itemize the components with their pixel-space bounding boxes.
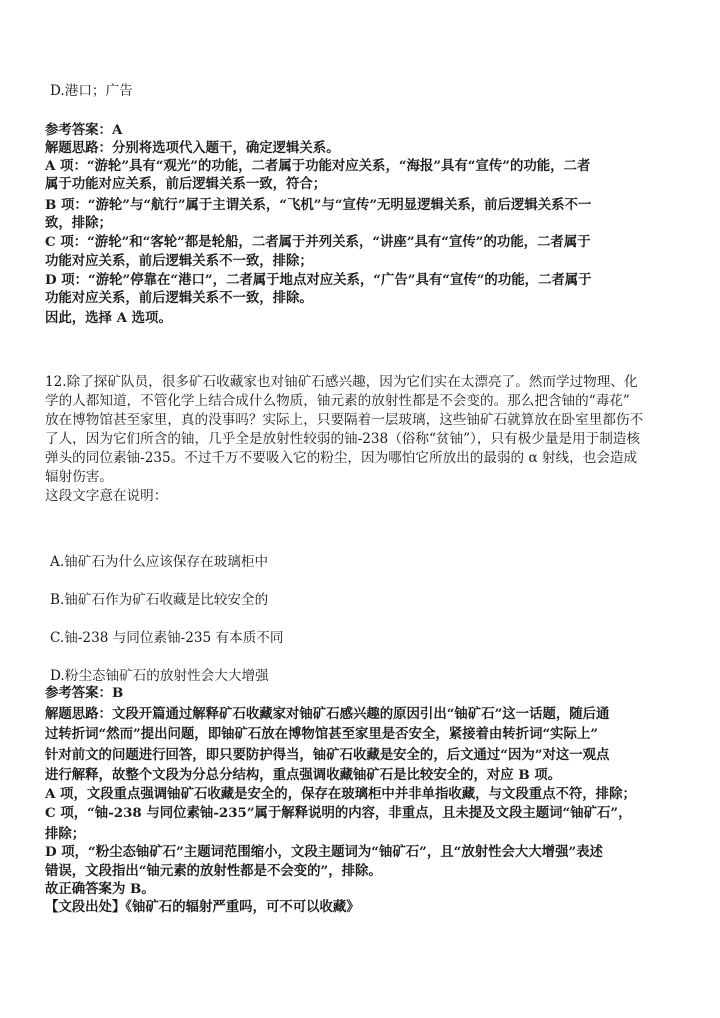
q12-analysis-line: 针对前文的问题进行回答，即只要防护得当，铀矿石收藏是安全的，后文通过“因为”对这一观点 bbox=[45, 747, 610, 763]
q12-stem-line: 辐射伤害。 bbox=[45, 469, 113, 485]
q12-analysis-line: C 项，“铀-238 与同位素铀-235”属于解释说明的内容，非重点，且未提及文段主题词“铀矿石”， bbox=[45, 805, 632, 821]
q11-analysis-line: 致，排除； bbox=[45, 215, 112, 231]
q12-analysis-line: 排除； bbox=[45, 826, 86, 842]
q11-analysis-line: B 项：“游轮”与“航行”属于主谓关系，“飞机”与“宣传”无明显逻辑关系，前后逻辑关系不一 bbox=[45, 197, 592, 213]
q12-stem-line: 学的人都知道，不管化学上结合成什么物质，铀元素的放射性都是不会变的。那么把含铀的“毒花” bbox=[45, 393, 630, 409]
q12-stem-line: 了人，因为它们所含的铀，几乎全是放射性较弱的铀-238（俗称“贫铀”），只有极少量是用于制造核 bbox=[45, 431, 640, 447]
q12-option-d: D.粉尘态铀矿石的放射性会大大增强 bbox=[50, 668, 269, 684]
q12-stem-line: 放在博物馆甚至家里，真的没事吗？实际上，只要隔着一层玻璃，这些铀矿石就算放在卧室里都伤不 bbox=[45, 412, 644, 428]
q12-analysis-line: 过转折词“然而”提出问题，即铀矿石放在博物馆甚至家里是否安全，紧接着由转折词“实际上” bbox=[45, 726, 599, 742]
q11-analysis-line: 功能对应关系，前后逻辑关系不一致，排除； bbox=[45, 253, 313, 269]
q12-option-c: C.铀-238 与同位素铀-235 有本质不同 bbox=[50, 630, 284, 646]
q12-option-a: A.铀矿石为什么应该保存在玻璃柜中 bbox=[50, 554, 269, 570]
q11-analysis-line: A 项：“游轮”具有“观光”的功能，二者属于功能对应关系，“海报”具有“宣传”的功能，二者 bbox=[45, 158, 591, 174]
q12-analysis-line: 解题思路：文段开篇通过解释矿石收藏家对铀矿石感兴趣的原因引出“铀矿石”这一话题，随后通 bbox=[45, 706, 610, 722]
q11-analysis-line: 功能对应关系，前后逻辑关系不一致，排除。 bbox=[45, 290, 313, 306]
q12-stem-line: 弹头的同位素铀-235。不过千万不要吸入它的粉尘，因为哪怕它所放出的最弱的 α 射线，也会造成 bbox=[45, 450, 638, 466]
q12-stem-line: 12.除了探矿队员，很多矿石收藏家也对铀矿石感兴趣，因为它们实在太漂亮了。然而学过物理、化 bbox=[45, 374, 638, 390]
q12-analysis-line: 故正确答案为 B。 bbox=[45, 881, 155, 897]
q11-answer: 参考答案：A bbox=[45, 122, 123, 138]
q11-analysis-line: 解题思路：分别将选项代入题干，确定逻辑关系。 bbox=[45, 140, 340, 156]
q11-analysis-line: 属于功能对应关系，前后逻辑关系一致，符合； bbox=[45, 176, 327, 192]
q12-source: 【文段出处】《铀矿石的辐射严重吗，可不可以收藏》 bbox=[45, 899, 360, 915]
q12-answer: 参考答案：B bbox=[45, 685, 124, 701]
q12-option-b: B.铀矿石作为矿石收藏是比较安全的 bbox=[50, 592, 269, 608]
q11-analysis-line: D 项：“游轮”停靠在“港口”，二者属于地点对应关系，“广告”具有“宣传”的功能，二者属于 bbox=[45, 272, 592, 288]
q12-analysis-line: D 项，“粉尘态铀矿石”主题词范围缩小，文段主题词为“铀矿石”，且“放射性会大大增强”表述 bbox=[45, 844, 603, 860]
q12-analysis-line: 进行解释，故整个文段为分总分结构，重点强调收藏铀矿石是比较安全的，对应 B 项。 bbox=[45, 767, 562, 783]
q12-analysis-line: 错误，文段指出“铀元素的放射性都是不会变的”，排除。 bbox=[45, 863, 382, 879]
q12-stem-line: 这段文字意在说明： bbox=[45, 488, 168, 504]
q11-option-d: D.港口；广告 bbox=[50, 83, 133, 99]
q12-analysis-line: A 项，文段重点强调铀矿石收藏是安全的，保存在玻璃柜中并非单指收藏，与文段重点不符，排除； bbox=[45, 786, 636, 802]
q11-analysis-line: 因此，选择 A 选项。 bbox=[45, 310, 172, 326]
q11-analysis-line: C 项：“游轮”和“客轮”都是轮船，二者属于并列关系，“讲座”具有“宣传”的功能，二者属于 bbox=[45, 234, 591, 250]
